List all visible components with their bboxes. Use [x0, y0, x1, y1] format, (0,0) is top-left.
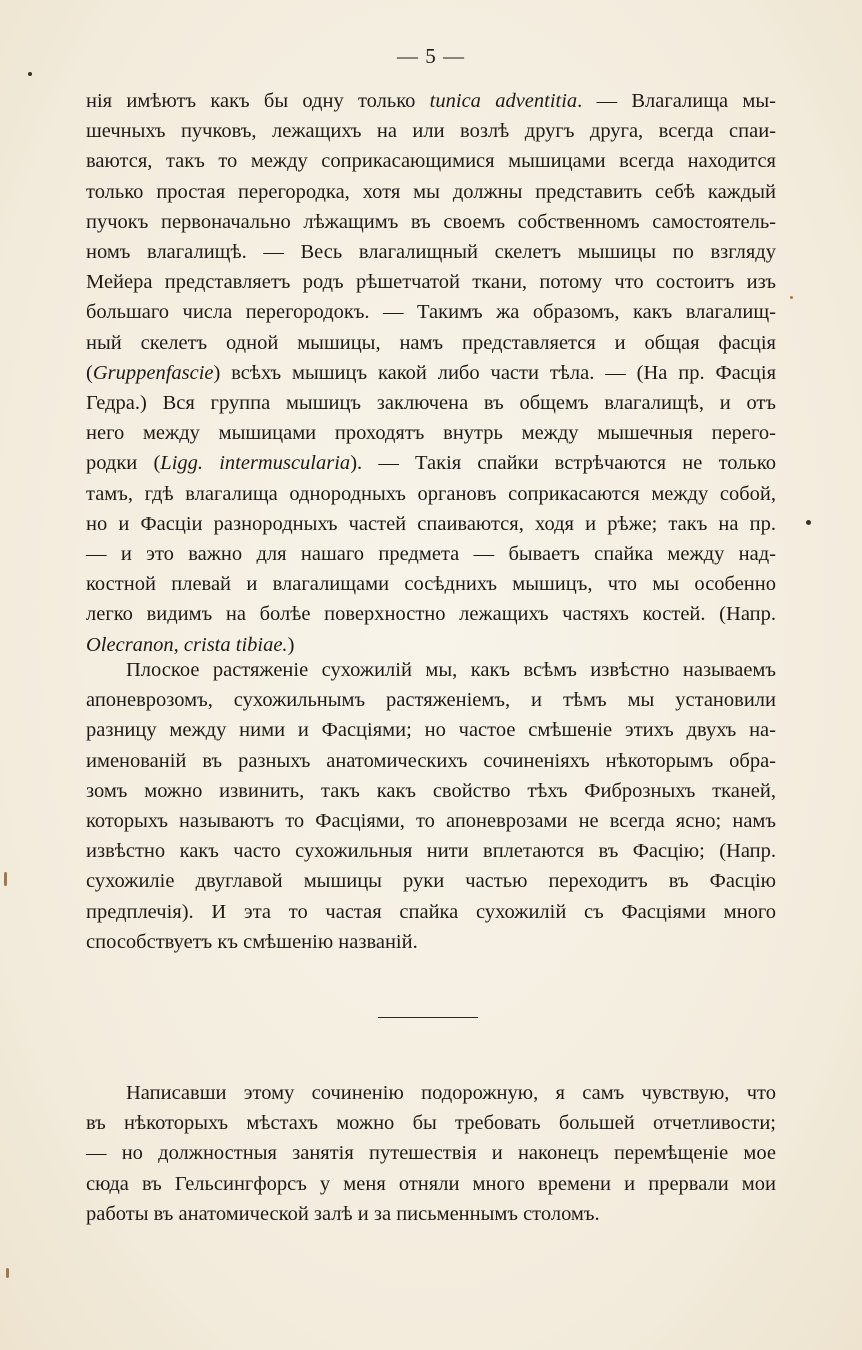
- text-run: сюда въ Гельсингфорсъ у меня отняли много времени и прервали мои: [86, 1172, 776, 1195]
- text-run: сухожиліе двуглавой мышицы руки частью переходитъ въ Фасцію: [86, 870, 776, 893]
- text-run: извѣстно какъ часто сухожильныя нити вплетаются въ Фасцію; (Напр.: [86, 840, 776, 863]
- text-line: [86, 146, 776, 176]
- text-line: [86, 569, 776, 599]
- text-line: [86, 86, 776, 116]
- text-run: — и это важно для нашаго предмета — бываетъ спайка между над-: [86, 543, 776, 566]
- text-line: [86, 1199, 776, 1229]
- text-run: но и Фасціи разнородныхъ частей спаиваются, ходя и рѣже; такъ на пр.: [86, 512, 776, 535]
- text-line: [86, 655, 776, 685]
- text-run: — но должностныя занятія путешествія и наконецъ перемѣщеніе мое: [86, 1142, 776, 1165]
- text-run: родки (: [86, 452, 161, 475]
- text-line: [86, 116, 776, 146]
- text-line: [86, 836, 776, 866]
- text-line: [86, 448, 776, 478]
- text-run: зомъ можно извинить, такъ какъ свойство тѣхъ Фиброзныхъ тканей,: [86, 779, 776, 802]
- text-run: номъ влагалищѣ. — Весь влагалищный скелетъ мышицы по взгляду: [86, 241, 776, 264]
- text-run: въ нѣкоторыхъ мѣстахъ можно бы требовать большей отчетливости;: [86, 1112, 776, 1135]
- text-line: [86, 685, 776, 715]
- text-line: [86, 806, 776, 836]
- text-line: [86, 328, 776, 358]
- text-run: Плоское растяженіе сухожилій мы, какъ всѣмъ извѣстно называемъ: [126, 659, 776, 681]
- text-line: [86, 479, 776, 509]
- text-line: [86, 746, 776, 776]
- text-run: Гедра.) Вся группа мышицъ заключена въ общемъ влагалищѣ, и отъ: [86, 392, 776, 415]
- latin-term: tunica adventitia: [429, 90, 578, 112]
- text-run: костной плевай и влагалищами сосѣднихъ мышицъ, что мы особенно: [86, 573, 776, 596]
- page-number: — 5 —: [397, 44, 465, 68]
- text-run: нія имѣютъ какъ бы одну только: [86, 90, 430, 112]
- text-line: [86, 1169, 776, 1199]
- paper-speck: [806, 520, 811, 525]
- text-run: разницу между ними и Фасціями; но частое смѣшеніе этихъ двухъ на-: [86, 719, 776, 742]
- text-line: [86, 1138, 776, 1168]
- text-run: ный скелетъ одной мышицы, намъ представляется и общая фасція: [86, 331, 776, 354]
- text-line: [86, 927, 776, 957]
- paragraph-3: [86, 1078, 776, 1229]
- text-line: [86, 776, 776, 806]
- paragraph-1: [86, 86, 776, 660]
- text-run: ) всѣхъ мышицъ какой либо части тѣла. — (На пр. Фасція: [213, 361, 776, 384]
- text-run: (: [86, 361, 93, 384]
- text-line: [86, 297, 776, 327]
- text-run: легко видимъ на болѣе поверхностно лежащихъ частяхъ костей. (Напр.: [86, 603, 776, 626]
- text-run: него между мышицами проходятъ внутрь между мышечныя перего-: [86, 422, 776, 445]
- text-line: [86, 1078, 776, 1108]
- text-line: [86, 177, 776, 207]
- text-run: способствуетъ къ смѣшенію названій.: [86, 930, 418, 953]
- text-line: [86, 1108, 776, 1138]
- text-line: [86, 358, 776, 388]
- paper-speck: [4, 872, 7, 886]
- text-run: тамъ, гдѣ влагалища однородныхъ органовъ соприкасаются между собой,: [86, 482, 776, 505]
- text-run: Мейера представляетъ родъ рѣшетчатой ткани, потому что состоитъ изъ: [86, 271, 776, 294]
- latin-term: Olecranon, crista tibiae.: [86, 633, 288, 656]
- text-run: ). — Такія спайки встрѣчаются не только: [350, 452, 776, 475]
- text-line: [86, 599, 776, 629]
- text-line: [86, 509, 776, 539]
- text-run: большаго числа перегородокъ. — Такимъ жа образомъ, какъ влагалищ-: [86, 301, 776, 324]
- paper-speck: [28, 72, 32, 76]
- text-line: [86, 267, 776, 297]
- text-line: [86, 539, 776, 569]
- paper-speck: [790, 296, 793, 299]
- text-run: пучокъ первоначально лѣжащимъ въ своемъ собственномъ самостоятель-: [86, 210, 776, 233]
- text-line: [86, 207, 776, 237]
- text-run: ): [287, 633, 295, 656]
- text-run: только простая перегородка, хотя мы должны представить себѣ каждый: [86, 180, 776, 203]
- text-run: работы въ анатомической залѣ и за письменнымъ столомъ.: [86, 1202, 600, 1225]
- section-divider: [378, 1017, 478, 1018]
- text-run: которыхъ называютъ то Фасціями, то апоневрозами не всегда ясно; намъ: [86, 810, 776, 833]
- text-line: [86, 715, 776, 745]
- text-line: [86, 866, 776, 896]
- text-run: предплечія). И эта то частая спайка сухожилій съ Фасціями много: [86, 900, 776, 923]
- text-run: именованій въ разныхъ анатомическихъ сочиненіяхъ нѣкоторымъ обра-: [86, 749, 776, 772]
- text-run: ваются, такъ то между соприкасающимися мышицами всегда находится: [86, 150, 776, 173]
- text-line: [86, 237, 776, 267]
- text-run: Написавши этому сочиненію подорожную, я самъ чувствую, что: [126, 1082, 776, 1104]
- text-line: [86, 418, 776, 448]
- latin-term: Gruppenfascie: [92, 361, 214, 384]
- text-line: [86, 897, 776, 927]
- text-run: . — Влагалища мы-: [577, 90, 776, 112]
- paper-speck: [6, 1268, 9, 1278]
- text-run: апоневрозомъ, сухожильнымъ растяженіемъ, и тѣмъ мы установили: [86, 689, 776, 712]
- text-line: [86, 388, 776, 418]
- paragraph-2: [86, 655, 776, 957]
- latin-term: Ligg. intermuscularia: [160, 452, 351, 475]
- text-run: шечныхъ пучковъ, лежащихъ на или возлѣ другъ друга, всегда спаи-: [86, 120, 776, 143]
